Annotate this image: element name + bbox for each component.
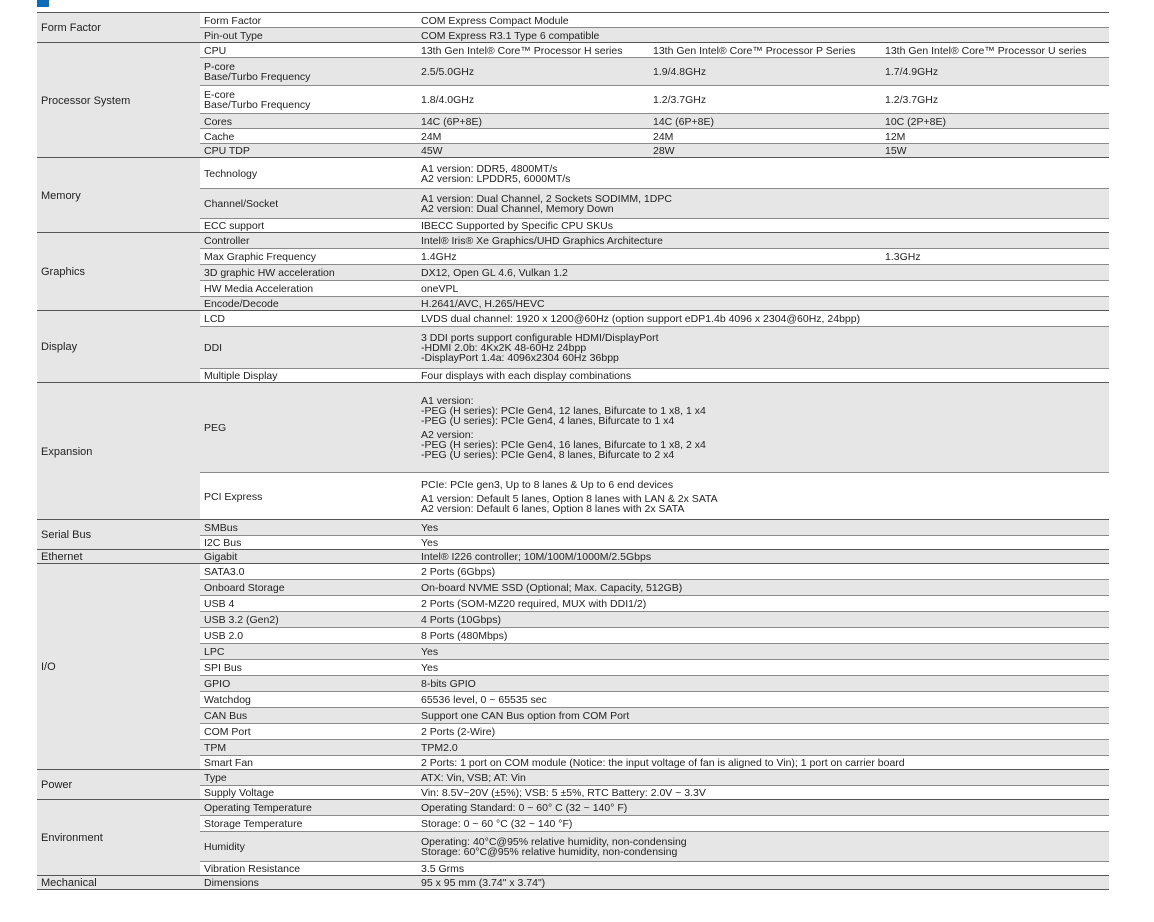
spec-item-line: Controller [204, 235, 250, 247]
spec-item-label [200, 28, 417, 43]
spec-value [417, 114, 649, 129]
spec-item-label [200, 219, 417, 233]
spec-category: Mechanical [37, 876, 200, 890]
spec-value-line: 8 Ports (480Mbps) [421, 630, 508, 642]
spec-item-line: Technology [204, 167, 258, 180]
spec-value-line: 95 x 95 mm (3.74" x 3.74") [421, 877, 546, 889]
spec-value [417, 249, 649, 265]
spec-value-line: 3 DDI ports support configurable HDMI/DisplayPort [421, 332, 659, 344]
spec-value-line: COM Express Compact Module [421, 14, 569, 27]
spec-value-line: 2 Ports (2-Wire) [421, 726, 496, 738]
spec-value [417, 219, 1109, 233]
spec-value [417, 144, 649, 158]
spec-item-line: LPC [204, 646, 225, 658]
spec-value-line: 1.2/3.7GHz [885, 94, 939, 106]
spec-value-line: A2 version: Dual Channel, Memory Down [421, 203, 614, 215]
spec-value [417, 692, 1109, 708]
spec-category: Graphics [37, 233, 200, 311]
spec-row [37, 876, 1109, 890]
spec-item-label [200, 249, 417, 265]
spec-value [417, 816, 1109, 832]
spec-value-line: oneVPL [421, 283, 459, 295]
spec-row [37, 233, 1109, 249]
spec-value-line: 1.2/3.7GHz [653, 94, 707, 106]
spec-item-line: Cache [204, 130, 235, 143]
spec-item-line: Multiple Display [204, 370, 278, 382]
spec-item-label [200, 233, 417, 249]
spec-value [649, 114, 881, 129]
spec-value [417, 770, 1109, 786]
spec-item-line: Onboard Storage [204, 582, 285, 594]
spec-category: Power [37, 770, 200, 800]
spec-item-label [200, 129, 417, 144]
spec-value-line: Yes [421, 537, 439, 549]
spec-value-line: 1.8/4.0GHz [421, 94, 475, 106]
spec-value [417, 536, 1109, 550]
spec-value [417, 43, 649, 58]
spec-item-label [200, 580, 417, 596]
spec-item-line: HW Media Acceleration [204, 283, 314, 295]
spec-item-label [200, 550, 417, 564]
spec-item-line: SPI Bus [204, 662, 242, 674]
spec-value [417, 281, 1109, 297]
spec-category: Form Factor [37, 13, 200, 43]
spec-row [37, 43, 1109, 58]
spec-value [417, 740, 1109, 756]
spec-item-label [200, 189, 417, 219]
spec-item-line: Encode/Decode [204, 298, 279, 310]
spec-item-line: 3D graphic HW acceleration [204, 267, 335, 279]
spec-item-line: Gigabit [204, 551, 238, 563]
spec-item-label [200, 265, 417, 281]
spec-value-line: Operating: 40°C@95% relative humidity, non-condensing [421, 836, 687, 848]
spec-value-line: 13th Gen Intel® Core™ Processor P Series [653, 44, 856, 57]
spec-item-line: CPU TDP [204, 145, 250, 157]
spec-category: Environment [37, 800, 200, 876]
spec-item-line: Dimensions [204, 877, 259, 889]
spec-value [881, 144, 1109, 158]
spec-value [417, 612, 1109, 628]
spec-value-line: 1.9/4.8GHz [653, 66, 707, 78]
spec-value [417, 297, 1109, 311]
spec-value-line: H.2641/AVC, H.265/HEVC [421, 298, 545, 310]
spec-value-line: Yes [421, 522, 439, 534]
spec-item-label [200, 724, 417, 740]
spec-value-line: Yes [421, 646, 439, 658]
spec-value [417, 86, 649, 114]
specifications-table-body [37, 13, 1109, 890]
spec-value-line: COM Express R3.1 Type 6 compatible [421, 29, 600, 42]
spec-value-line: 2 Ports (SOM-MZ20 required, MUX with DDI1/2) [421, 598, 647, 610]
spec-value-line: Storage: 0 ~ 60 °C (32 ~ 140 °F) [421, 818, 573, 830]
spec-value-line: -DisplayPort 1.4a: 4096x2304 60Hz 36bpp [421, 352, 619, 364]
spec-item-line: SATA3.0 [204, 566, 245, 578]
spec-row [37, 520, 1109, 536]
spec-value [417, 58, 649, 86]
spec-item-line: Base/Turbo Frequency [204, 99, 311, 111]
spec-item-label [200, 800, 417, 816]
spec-row [37, 13, 1109, 28]
spec-value-line: A2 version: [421, 429, 474, 441]
spec-value-line: Yes [421, 662, 439, 674]
spec-item-label [200, 612, 417, 628]
spec-value-line: A2 version: LPDDR5, 6000MT/s [421, 172, 571, 185]
spec-value-line: Support one CAN Bus option from COM Port [421, 710, 630, 722]
spec-value-line: Four displays with each display combinations [421, 370, 632, 382]
spec-value [417, 189, 1109, 219]
spec-value [417, 28, 1109, 43]
spec-value-line: 12M [885, 130, 906, 143]
specifications-table [37, 12, 1109, 890]
spec-value [649, 43, 881, 58]
spec-item-line: USB 4 [204, 598, 235, 610]
spec-value [417, 644, 1109, 660]
spec-item-line: DDI [204, 342, 223, 354]
header-accent-bar [37, 0, 49, 7]
spec-item-label [200, 876, 417, 890]
spec-item-label [200, 473, 417, 520]
spec-value [417, 832, 1109, 862]
spec-value [649, 58, 881, 86]
spec-value [417, 862, 1109, 876]
spec-value [417, 800, 1109, 816]
spec-value [417, 473, 1109, 520]
spec-value [417, 550, 1109, 564]
spec-item-label [200, 297, 417, 311]
spec-value-line: 24M [421, 130, 442, 143]
spec-value-line: 2.5/5.0GHz [421, 66, 475, 78]
spec-value [417, 676, 1109, 692]
spec-row [37, 550, 1109, 564]
spec-value [417, 660, 1109, 676]
spec-item-line: CPU [204, 44, 227, 57]
spec-item-line: Smart Fan [204, 757, 254, 769]
spec-item-line: Watchdog [204, 694, 251, 706]
spec-item-line: TPM [204, 742, 227, 754]
spec-value-line: A1 version: Default 5 lanes, Option 8 lanes with LAN & 2x SATA [421, 492, 718, 505]
spec-value [417, 327, 1109, 369]
spec-value [417, 311, 1109, 327]
spec-value-line: 65536 level, 0 ~ 65535 sec [421, 694, 547, 706]
spec-value-line: 1.4GHz [421, 251, 457, 263]
spec-value-line: 8-bits GPIO [421, 678, 476, 690]
spec-value [417, 233, 1109, 249]
spec-item-label [200, 58, 417, 86]
spec-value [881, 86, 1109, 114]
spec-item-line: USB 3.2 (Gen2) [204, 614, 279, 626]
spec-item-line: Storage Temperature [204, 818, 303, 830]
spec-item-label [200, 536, 417, 550]
spec-item-line: Pin-out Type [204, 29, 263, 42]
spec-item-label [200, 692, 417, 708]
spec-row [37, 564, 1109, 580]
spec-value-line: 45W [421, 145, 443, 157]
spec-value [417, 724, 1109, 740]
spec-row [37, 158, 1109, 189]
spec-item-label [200, 43, 417, 58]
spec-value [417, 786, 1109, 800]
spec-value [417, 580, 1109, 596]
spec-item-label [200, 832, 417, 862]
spec-value [417, 13, 1109, 28]
spec-item-label [200, 383, 417, 473]
spec-item-label [200, 708, 417, 724]
spec-category: Display [37, 311, 200, 383]
spec-item-label [200, 644, 417, 660]
spec-item-label [200, 740, 417, 756]
spec-value [417, 756, 1109, 770]
spec-value [881, 249, 1109, 265]
spec-value [649, 86, 881, 114]
spec-value [649, 129, 881, 144]
spec-item-line: Vibration Resistance [204, 863, 301, 875]
spec-row [37, 800, 1109, 816]
spec-item-line: LCD [204, 313, 226, 325]
spec-value [417, 369, 1109, 383]
spec-value-line: 24M [653, 130, 674, 143]
spec-value [649, 249, 881, 265]
spec-value-line: Intel® Iris® Xe Graphics/UHD Graphics Architecture [421, 235, 663, 247]
spec-item-line: Form Factor [204, 14, 262, 27]
spec-value [417, 520, 1109, 536]
spec-value-line: PCIe: PCIe gen3, Up to 8 lanes & Up to 6 end devices [421, 478, 674, 491]
spec-value [417, 383, 1109, 473]
spec-item-label [200, 628, 417, 644]
spec-item-label [200, 369, 417, 383]
spec-value [881, 43, 1109, 58]
spec-item-line: Max Graphic Frequency [204, 251, 317, 263]
spec-value [417, 628, 1109, 644]
spec-value-line: A1 version: Dual Channel, 2 Sockets SODIMM, 1DPC [421, 193, 672, 205]
spec-item-line: PEG [204, 422, 227, 434]
spec-item-line: P-core [204, 61, 235, 73]
spec-item-line: Operating Temperature [204, 802, 312, 814]
spec-value-line: A2 version: Default 6 lanes, Option 8 lanes with 2x SATA [421, 502, 685, 515]
spec-value-line: DX12, Open GL 4.6, Vulkan 1.2 [421, 267, 568, 279]
spec-value-line: 14C (6P+8E) [421, 115, 482, 128]
spec-value-line: 14C (6P+8E) [653, 115, 714, 128]
spec-value-line: 10C (2P+8E) [885, 115, 946, 128]
spec-item-label [200, 770, 417, 786]
spec-value-line: 4 Ports (10Gbps) [421, 614, 501, 626]
spec-category: Ethernet [37, 550, 200, 564]
spec-value-gap [653, 255, 877, 259]
spec-item-line: I2C Bus [204, 537, 242, 549]
spec-value [417, 596, 1109, 612]
spec-value-line: Intel® I226 controller; 10M/100M/1000M/2.5Gbps [421, 551, 652, 563]
spec-value-line: -PEG (U series): PCIe Gen4, 8 lanes, Bifurcate to 2 x4 [421, 449, 675, 461]
spec-category: Processor System [37, 43, 200, 158]
spec-value-line: -PEG (H series): PCIe Gen4, 16 lanes, Bifurcate to 1 x8, 2 x4 [421, 439, 706, 451]
spec-item-line: Supply Voltage [204, 787, 275, 799]
spec-item-label [200, 86, 417, 114]
spec-item-label [200, 520, 417, 536]
spec-value-line: 2 Ports: 1 port on COM module (Notice: the input voltage of fan is aligned to Vin); 1 port on carrier board [421, 757, 905, 769]
spec-value-line: 13th Gen Intel® Core™ Processor U series [885, 44, 1087, 57]
spec-value-line: Storage: 60°C@95% relative humidity, non-condensing [421, 846, 678, 858]
spec-value [417, 158, 1109, 189]
spec-value-line: Vin: 8.5V~20V (±5%); VSB: 5 ±5%, RTC Battery: 2.0V ~ 3.3V [421, 787, 706, 799]
spec-value [881, 114, 1109, 129]
spec-item-line: Cores [204, 115, 233, 128]
spec-value-line: 1.3GHz [885, 251, 921, 263]
spec-row [37, 770, 1109, 786]
spec-value-line: IBECC Supported by Specific CPU SKUs [421, 220, 613, 232]
spec-value-line: -PEG (H series): PCIe Gen4, 12 lanes, Bifurcate to 1 x8, 1 x4 [421, 405, 706, 417]
spec-category: Memory [37, 158, 200, 233]
spec-value-line: A1 version: DDR5, 4800MT/s [421, 162, 558, 175]
spec-value-line: -PEG (U series): PCIe Gen4, 4 lanes, Bifurcate to 1 x4 [421, 415, 675, 427]
spec-item-label [200, 327, 417, 369]
spec-value-line: ATX: Vin, VSB; AT: Vin [421, 772, 526, 784]
spec-category: I/O [37, 564, 200, 770]
spec-item-label [200, 816, 417, 832]
spec-item-label [200, 311, 417, 327]
spec-value-line: 1.7/4.9GHz [885, 66, 939, 78]
spec-item-label [200, 158, 417, 189]
spec-item-line: Type [204, 772, 227, 784]
spec-item-line: PCI Express [204, 490, 263, 503]
spec-item-line: GPIO [204, 678, 231, 690]
spec-value [649, 144, 881, 158]
spec-row [37, 311, 1109, 327]
spec-category: Expansion [37, 383, 200, 520]
spec-item-line: COM Port [204, 726, 251, 738]
spec-item-label [200, 596, 417, 612]
spec-value [417, 876, 1109, 890]
spec-value-line: 2 Ports (6Gbps) [421, 566, 496, 578]
spec-value [417, 708, 1109, 724]
spec-value-line: On-board NVME SSD (Optional; Max. Capacity, 512GB) [421, 582, 683, 594]
spec-item-line: Humidity [204, 841, 245, 853]
spec-item-line: ECC support [204, 220, 265, 232]
spec-value-line: A1 version: [421, 395, 474, 407]
spec-item-label [200, 862, 417, 876]
spec-value-line: 15W [885, 145, 907, 157]
spec-value [417, 265, 1109, 281]
spec-item-line: Channel/Socket [204, 198, 279, 210]
spec-value-line: TPM2.0 [421, 742, 458, 754]
spec-item-label [200, 676, 417, 692]
spec-value-line: LVDS dual channel: 1920 x 1200@60Hz (option support eDP1.4b 4096 x 2304@60Hz, 24bpp) [421, 313, 861, 325]
spec-value-line: -HDMI 2.0b: 4Kx2K 48-60Hz 24bpp [421, 342, 587, 354]
spec-item-label [200, 756, 417, 770]
spec-item-line: Base/Turbo Frequency [204, 71, 311, 83]
spec-item-label [200, 660, 417, 676]
spec-value-line: Operating Standard: 0 ~ 60° C (32 ~ 140° F) [421, 802, 628, 814]
spec-item-label [200, 13, 417, 28]
spec-value [881, 58, 1109, 86]
spec-item-line: E-core [204, 89, 235, 101]
spec-row [37, 383, 1109, 473]
spec-item-label [200, 564, 417, 580]
spec-item-label [200, 786, 417, 800]
spec-value [417, 129, 649, 144]
spec-value [417, 564, 1109, 580]
spec-value-line: 3.5 Grms [421, 863, 465, 875]
spec-value-line: 13th Gen Intel® Core™ Processor H series [421, 44, 623, 57]
spec-item-label [200, 114, 417, 129]
spec-item-label [200, 281, 417, 297]
spec-item-label [200, 144, 417, 158]
spec-category: Serial Bus [37, 520, 200, 550]
spec-item-line: SMBus [204, 522, 238, 534]
spec-item-line: CAN Bus [204, 710, 248, 722]
spec-value-line: 28W [653, 145, 675, 157]
spec-item-line: USB 2.0 [204, 630, 244, 642]
spec-value [881, 129, 1109, 144]
